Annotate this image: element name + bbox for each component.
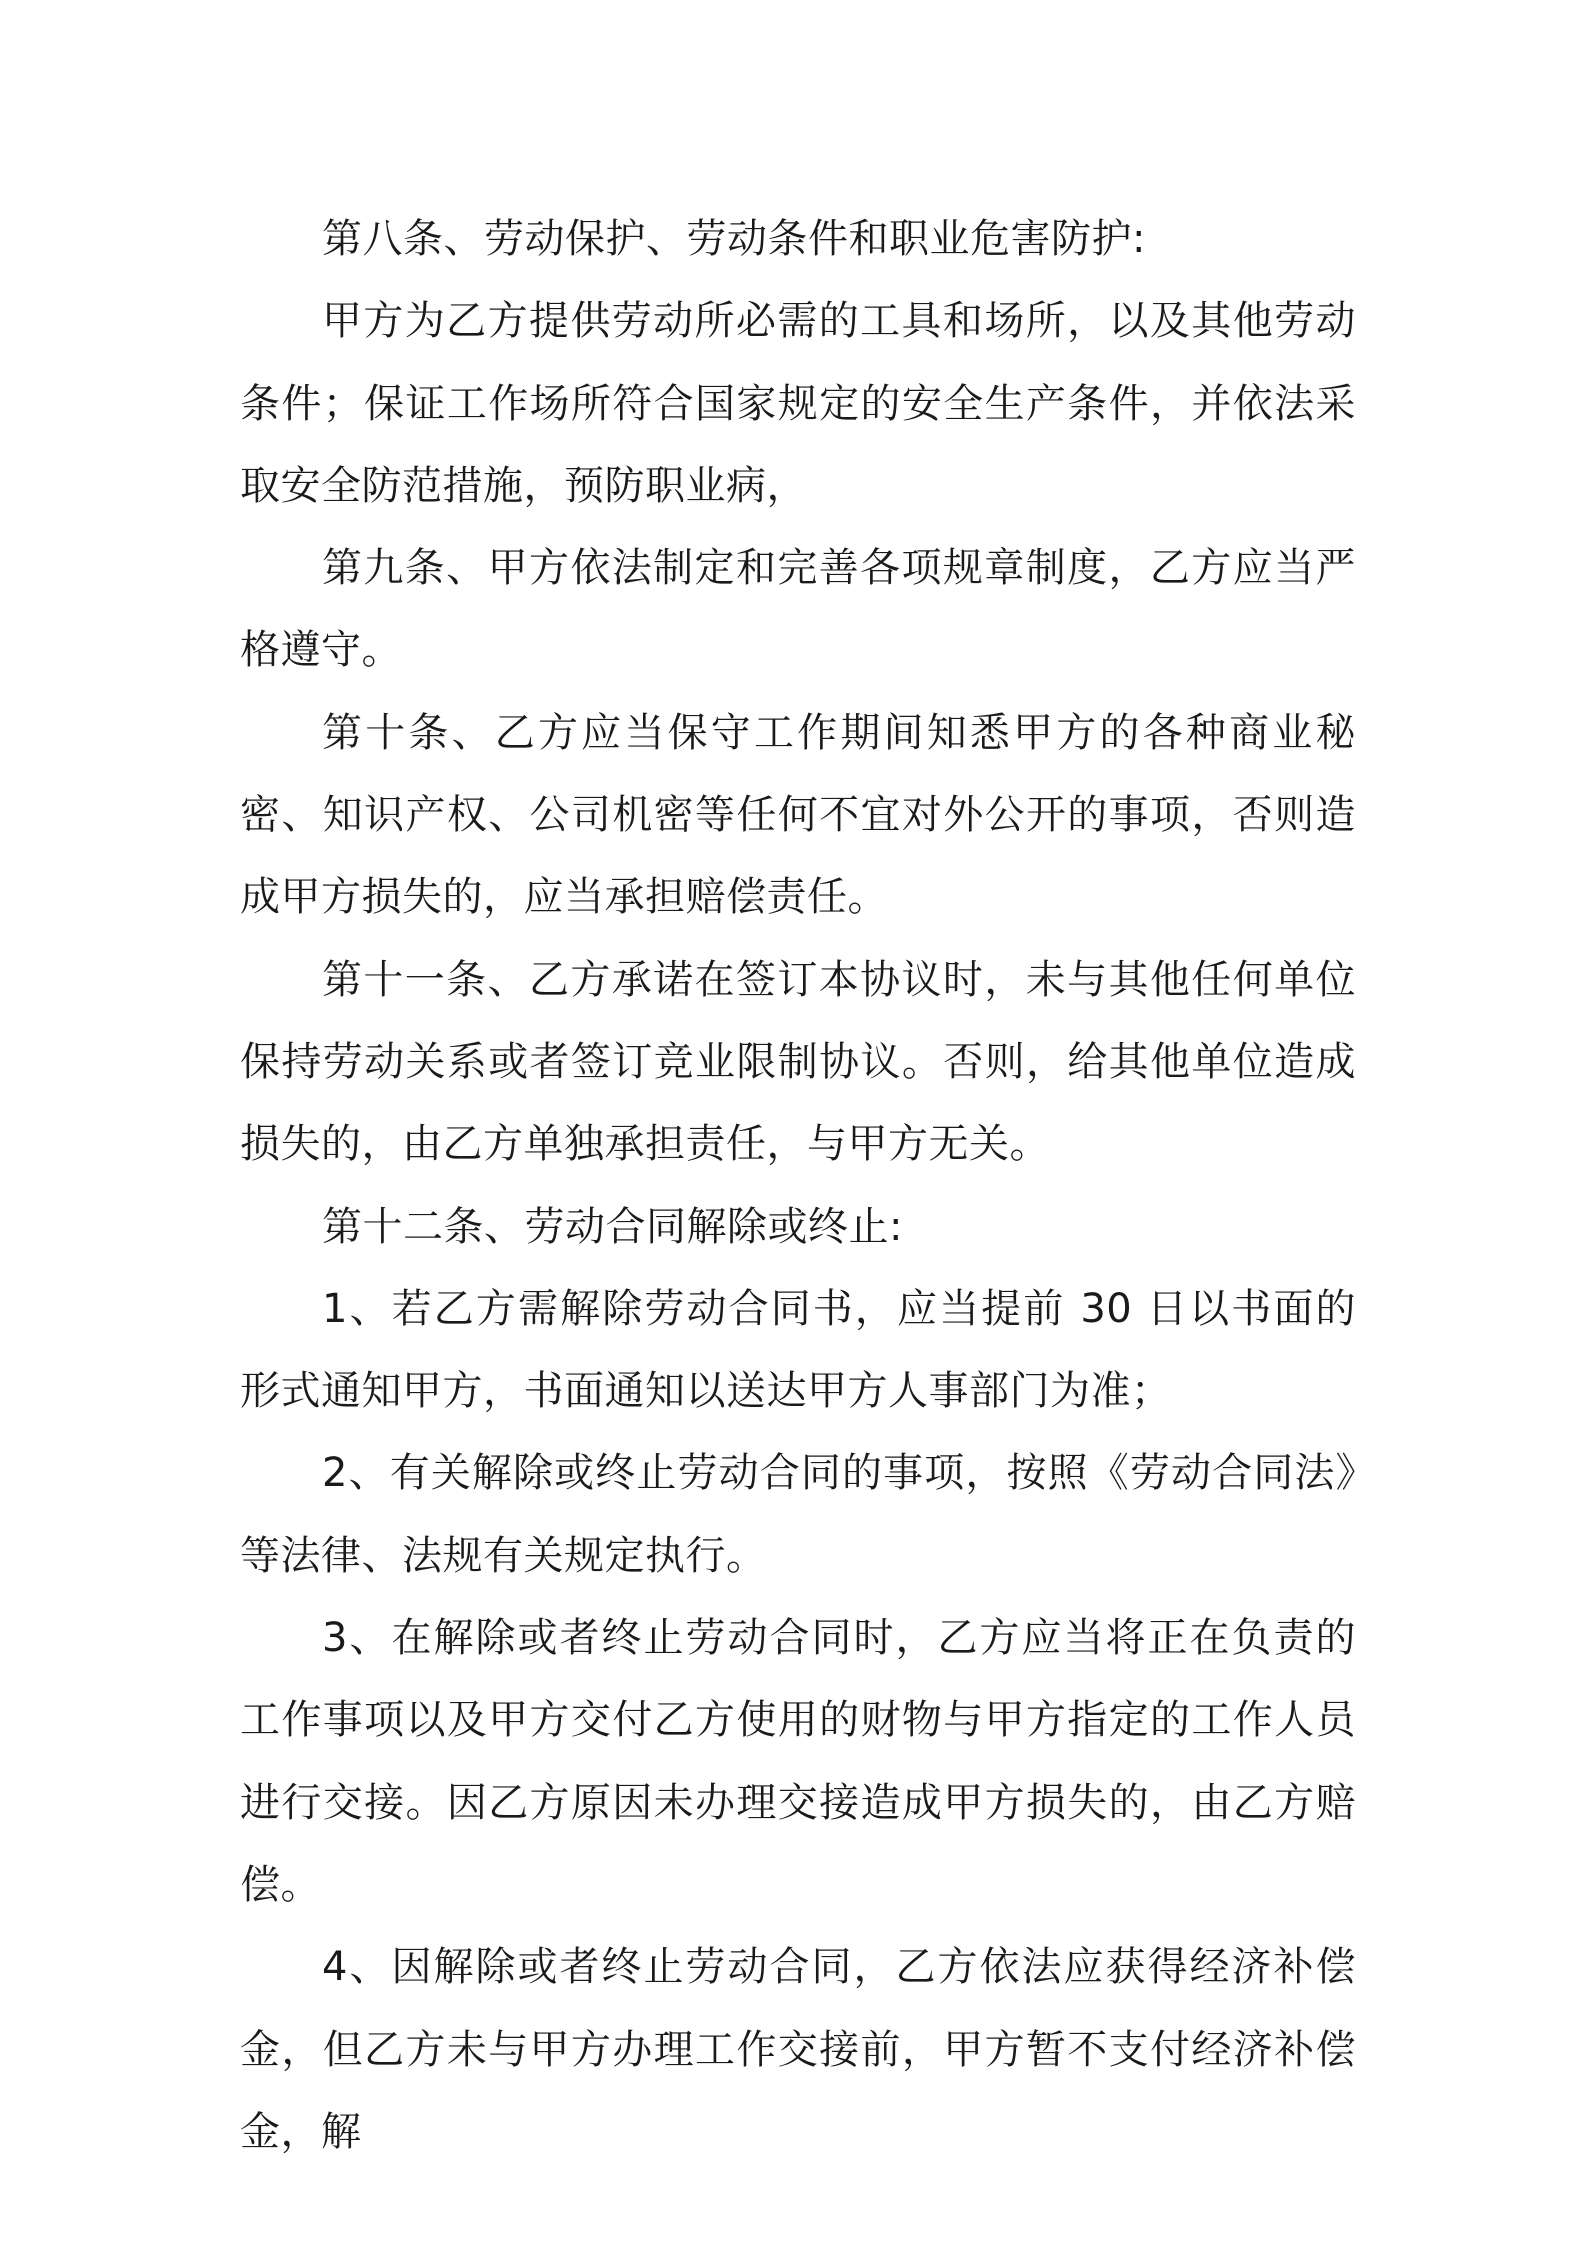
paragraph-item-2: 2、有关解除或终止劳动合同的事项，按照《劳动合同法》等法律、法规有关规定执行。: [240, 1450, 1356, 1579]
paragraph-article-8-heading: 第八条、劳动保护、劳动条件和职业危害防护:: [322, 216, 1146, 262]
paragraph-article-8-body: 甲方为乙方提供劳动所必需的工具和场所，以及其他劳动条件；保证工作场所符合国家规定的安全生产条件，并依法采取安全防范措施，预防职业病，: [240, 298, 1356, 509]
paragraph-article-10: 第十条、乙方应当保守工作期间知悉甲方的各种商业秘密、知识产权、公司机密等任何不宜对外公开的事项，否则造成甲方损失的，应当承担赔偿责任。: [240, 709, 1356, 921]
paragraph-article-11: 第十一条、乙方承诺在签订本协议时，未与其他任何单位保持劳动关系或者签订竞业限制协议。否则，给其他单位造成损失的，由乙方单独承担责任，与甲方无关。: [240, 956, 1356, 1168]
paragraph-article-12-heading: 第十二条、劳动合同解除或终止:: [322, 1203, 903, 1250]
document-body: [240, 198, 1356, 2173]
paragraph-item-4: 4、因解除或者终止劳动合同，乙方依法应获得经济补偿金，但乙方未与甲方办理工作交接前，甲方暂不支付经济补偿金，解: [240, 1944, 1356, 2155]
paragraph-item-1: 1、若乙方需解除劳动合同书，应当提前 30 日以书面的形式通知甲方，书面通知以送达甲方人事部门为准；: [240, 1285, 1356, 1415]
paragraph-item-3: 3、在解除或者终止劳动合同时，乙方应当将正在负责的工作事项以及甲方交付乙方使用的财物与甲方指定的工作人员进行交接。因乙方原因未办理交接造成甲方损失的，由乙方赔偿。: [240, 1615, 1356, 1908]
paragraph-article-9: 第九条、甲方依法制定和完善各项规章制度，乙方应当严格遵守。: [240, 545, 1356, 674]
